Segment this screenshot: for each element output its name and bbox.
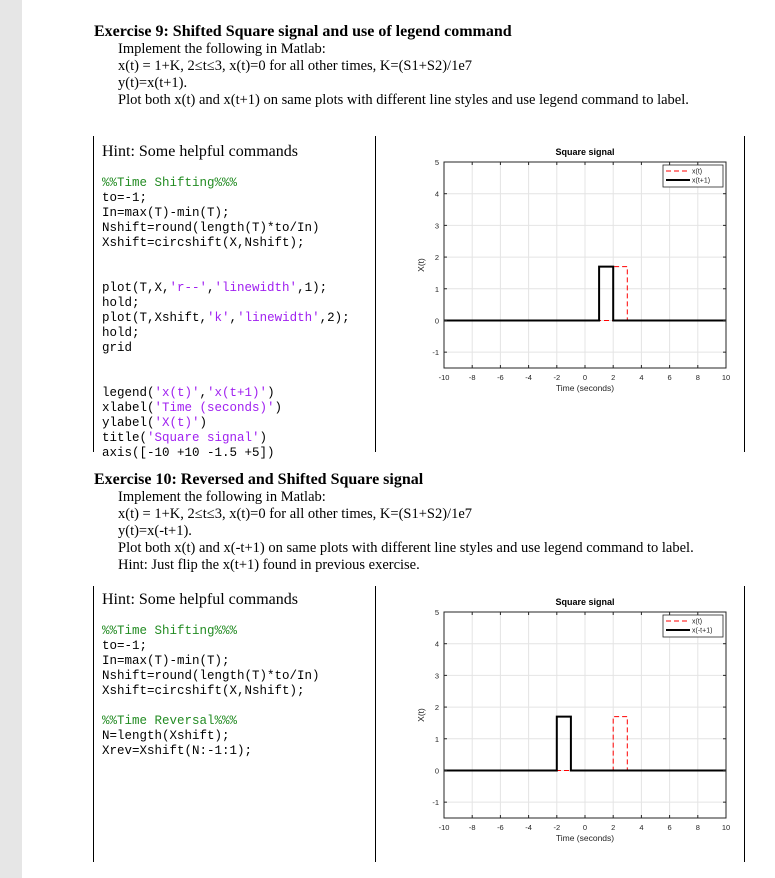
code-line bbox=[102, 296, 350, 311]
y-tick-label: 2 bbox=[434, 703, 439, 713]
exercise-9-line: Implement the following in Matlab: bbox=[118, 41, 326, 57]
x-tick-label: 2 bbox=[611, 823, 616, 832]
x-tick-label: 4 bbox=[639, 823, 644, 832]
x-axis-label: Time (seconds) bbox=[555, 833, 615, 843]
exercise-10-line: Hint: Just flip the x(t+1) found in previous exercise. bbox=[118, 557, 420, 573]
code-line bbox=[102, 654, 320, 669]
code-string: 'x(t+1)' bbox=[207, 386, 268, 400]
code-line bbox=[102, 401, 350, 416]
code-line bbox=[102, 236, 350, 251]
x-tick-label: 4 bbox=[639, 373, 644, 382]
code-string: 'r--' bbox=[169, 281, 208, 295]
code-line bbox=[102, 266, 350, 281]
code-line bbox=[102, 639, 320, 654]
y-tick-label: 1 bbox=[434, 734, 439, 744]
chart-title: Square signal bbox=[555, 147, 615, 157]
code-token: Xrev=Xshift(N:-1:1); bbox=[102, 744, 253, 758]
code-token: title( bbox=[102, 431, 148, 445]
code-token: ,1); bbox=[297, 281, 328, 295]
exercise-9-title: Exercise 9: Shifted Square signal and use of legend command bbox=[94, 23, 512, 40]
code-line bbox=[102, 206, 350, 221]
code-token: ) bbox=[267, 386, 275, 400]
y-tick-label: 2 bbox=[434, 253, 439, 263]
x-tick-label: -2 bbox=[553, 373, 561, 382]
y-tick-label: 0 bbox=[434, 766, 439, 776]
code-line bbox=[102, 729, 320, 744]
code-line bbox=[102, 311, 350, 326]
y-tick-label: 5 bbox=[434, 608, 439, 617]
exercise-9-line: Plot both x(t) and x(t+1) on same plots with different line styles and use legend command to label. bbox=[118, 92, 689, 108]
code-token: ) bbox=[274, 401, 283, 415]
code-line bbox=[102, 341, 350, 356]
exercise-9-square-signal-plot bbox=[386, 140, 738, 412]
y-axis-label: X(t) bbox=[416, 258, 426, 272]
code-token: ) bbox=[259, 431, 268, 445]
x-tick-label: -10 bbox=[438, 373, 450, 382]
exercise-10-hint-heading: Hint: Some helpful commands bbox=[102, 591, 298, 608]
legend-label: x(t) bbox=[692, 168, 703, 176]
code-line bbox=[102, 281, 350, 296]
x-tick-label: -6 bbox=[497, 373, 504, 382]
exercise-10-code-block bbox=[102, 624, 320, 759]
x-tick-label: -4 bbox=[525, 373, 532, 382]
x-tick-label: 0 bbox=[582, 823, 588, 832]
exercise-9-column-divider bbox=[375, 136, 376, 452]
code-token: N=length(Xshift); bbox=[102, 729, 230, 743]
y-tick-label: 0 bbox=[434, 316, 439, 326]
code-line bbox=[102, 446, 350, 461]
x-tick-label: 8 bbox=[695, 823, 700, 832]
code-token: , bbox=[199, 386, 208, 400]
code-line bbox=[102, 251, 350, 266]
x-tick-label: 6 bbox=[667, 373, 672, 382]
exercise-10-line: Implement the following in Matlab: bbox=[118, 489, 326, 505]
exercise-10-line: y(t)=x(-t+1). bbox=[118, 523, 192, 539]
code-token: , bbox=[207, 281, 215, 295]
y-tick-label: -1 bbox=[432, 348, 439, 358]
y-tick-label: 4 bbox=[434, 189, 439, 199]
exercise-10-line: x(t) = 1+K, 2≤t≤3, x(t)=0 for all other times, K=(S1+S2)/1e7 bbox=[118, 506, 473, 522]
x-tick-label: 10 bbox=[721, 373, 731, 382]
code-token: axis([-10 +10 -1.5 +5]) bbox=[102, 446, 275, 460]
x-tick-label: 10 bbox=[721, 823, 731, 832]
x-tick-label: 8 bbox=[695, 373, 700, 382]
code-token: grid bbox=[102, 341, 133, 355]
y-tick-label: 3 bbox=[434, 671, 439, 681]
code-line bbox=[102, 221, 350, 236]
code-string: 'Time (seconds)' bbox=[154, 401, 275, 415]
exercise-10-line: Plot both x(t) and x(-t+1) on same plots with different line styles and use legend command to label. bbox=[118, 540, 694, 556]
legend-label: x(-t+1) bbox=[692, 627, 713, 635]
x-tick-label: -10 bbox=[438, 823, 450, 832]
code-token: ) bbox=[199, 416, 208, 430]
exercise-9-line: x(t) = 1+K, 2≤t≤3, x(t)=0 for all other times, K=(S1+S2)/1e7 bbox=[118, 58, 473, 74]
code-token: Nshift=round(length(T)*to/In) bbox=[102, 221, 320, 235]
code-token: hold; bbox=[102, 326, 140, 340]
code-token: plot(T,Xshift, bbox=[102, 311, 208, 325]
code-comment: %%Time Reversal%%% bbox=[102, 714, 238, 728]
x-tick-label: 6 bbox=[667, 823, 672, 832]
code-token: ylabel( bbox=[102, 416, 155, 430]
code-line bbox=[102, 176, 350, 191]
exercise-9-code-block bbox=[102, 176, 350, 461]
code-line bbox=[102, 744, 320, 759]
x-tick-label: -8 bbox=[468, 823, 476, 832]
exercise-10-column-divider bbox=[375, 586, 376, 862]
chart-title: Square signal bbox=[555, 597, 615, 607]
x-tick-label: -4 bbox=[525, 823, 532, 832]
code-string: 'k' bbox=[207, 311, 230, 325]
code-string: 'X(t)' bbox=[154, 416, 200, 430]
code-line bbox=[102, 714, 320, 729]
code-line bbox=[102, 431, 350, 446]
code-string: 'linewidth' bbox=[237, 311, 320, 325]
y-tick-label: 5 bbox=[434, 158, 439, 167]
x-tick-label: -2 bbox=[553, 823, 561, 832]
y-tick-label: 1 bbox=[434, 284, 439, 294]
code-token: to=-1; bbox=[102, 191, 148, 205]
x-tick-label: 2 bbox=[611, 373, 616, 382]
exercise-10-square-signal-plot bbox=[386, 590, 738, 862]
code-line bbox=[102, 684, 320, 699]
code-string: 'linewidth' bbox=[214, 281, 298, 295]
code-string: 'x(t)' bbox=[154, 386, 200, 400]
x-tick-label: -6 bbox=[497, 823, 504, 832]
document-page bbox=[22, 0, 775, 878]
code-token: legend( bbox=[102, 386, 155, 400]
code-line bbox=[102, 191, 350, 206]
code-token: to=-1; bbox=[102, 639, 148, 653]
code-token: plot(T,X, bbox=[102, 281, 170, 295]
y-tick-label: -1 bbox=[432, 798, 439, 808]
code-token: Xshift=circshift(X,Nshift); bbox=[102, 684, 305, 698]
x-tick-label: -8 bbox=[468, 373, 476, 382]
code-token: In=max(T)-min(T); bbox=[102, 206, 230, 220]
code-token: ,2); bbox=[319, 311, 350, 325]
code-token: xlabel( bbox=[102, 401, 155, 415]
code-token: , bbox=[229, 311, 238, 325]
code-line bbox=[102, 669, 320, 684]
legend-label: x(t+1) bbox=[692, 177, 711, 185]
exercise-9-hint-heading: Hint: Some helpful commands bbox=[102, 143, 298, 160]
code-string: 'Square signal' bbox=[147, 431, 260, 445]
code-line bbox=[102, 624, 320, 639]
code-token: hold; bbox=[102, 296, 140, 310]
legend-label: x(t) bbox=[692, 618, 703, 626]
x-axis-label: Time (seconds) bbox=[555, 383, 615, 393]
code-token: In=max(T)-min(T); bbox=[102, 654, 230, 668]
code-token: Xshift=circshift(X,Nshift); bbox=[102, 236, 305, 250]
code-line bbox=[102, 326, 350, 341]
exercise-10-title: Exercise 10: Reversed and Shifted Square signal bbox=[94, 471, 424, 488]
code-line bbox=[102, 356, 350, 371]
y-tick-label: 4 bbox=[434, 639, 439, 649]
code-line bbox=[102, 699, 320, 714]
code-token: Nshift=round(length(T)*to/In) bbox=[102, 669, 320, 683]
code-line bbox=[102, 416, 350, 431]
y-axis-label: X(t) bbox=[416, 708, 426, 722]
code-comment: %%Time Shifting%%% bbox=[102, 624, 238, 638]
x-tick-label: 0 bbox=[582, 373, 588, 382]
code-line bbox=[102, 371, 350, 386]
exercise-9-line: y(t)=x(t+1). bbox=[118, 75, 188, 91]
y-tick-label: 3 bbox=[434, 221, 439, 231]
code-comment: %%Time Shifting%%% bbox=[102, 176, 238, 190]
code-line bbox=[102, 386, 350, 401]
